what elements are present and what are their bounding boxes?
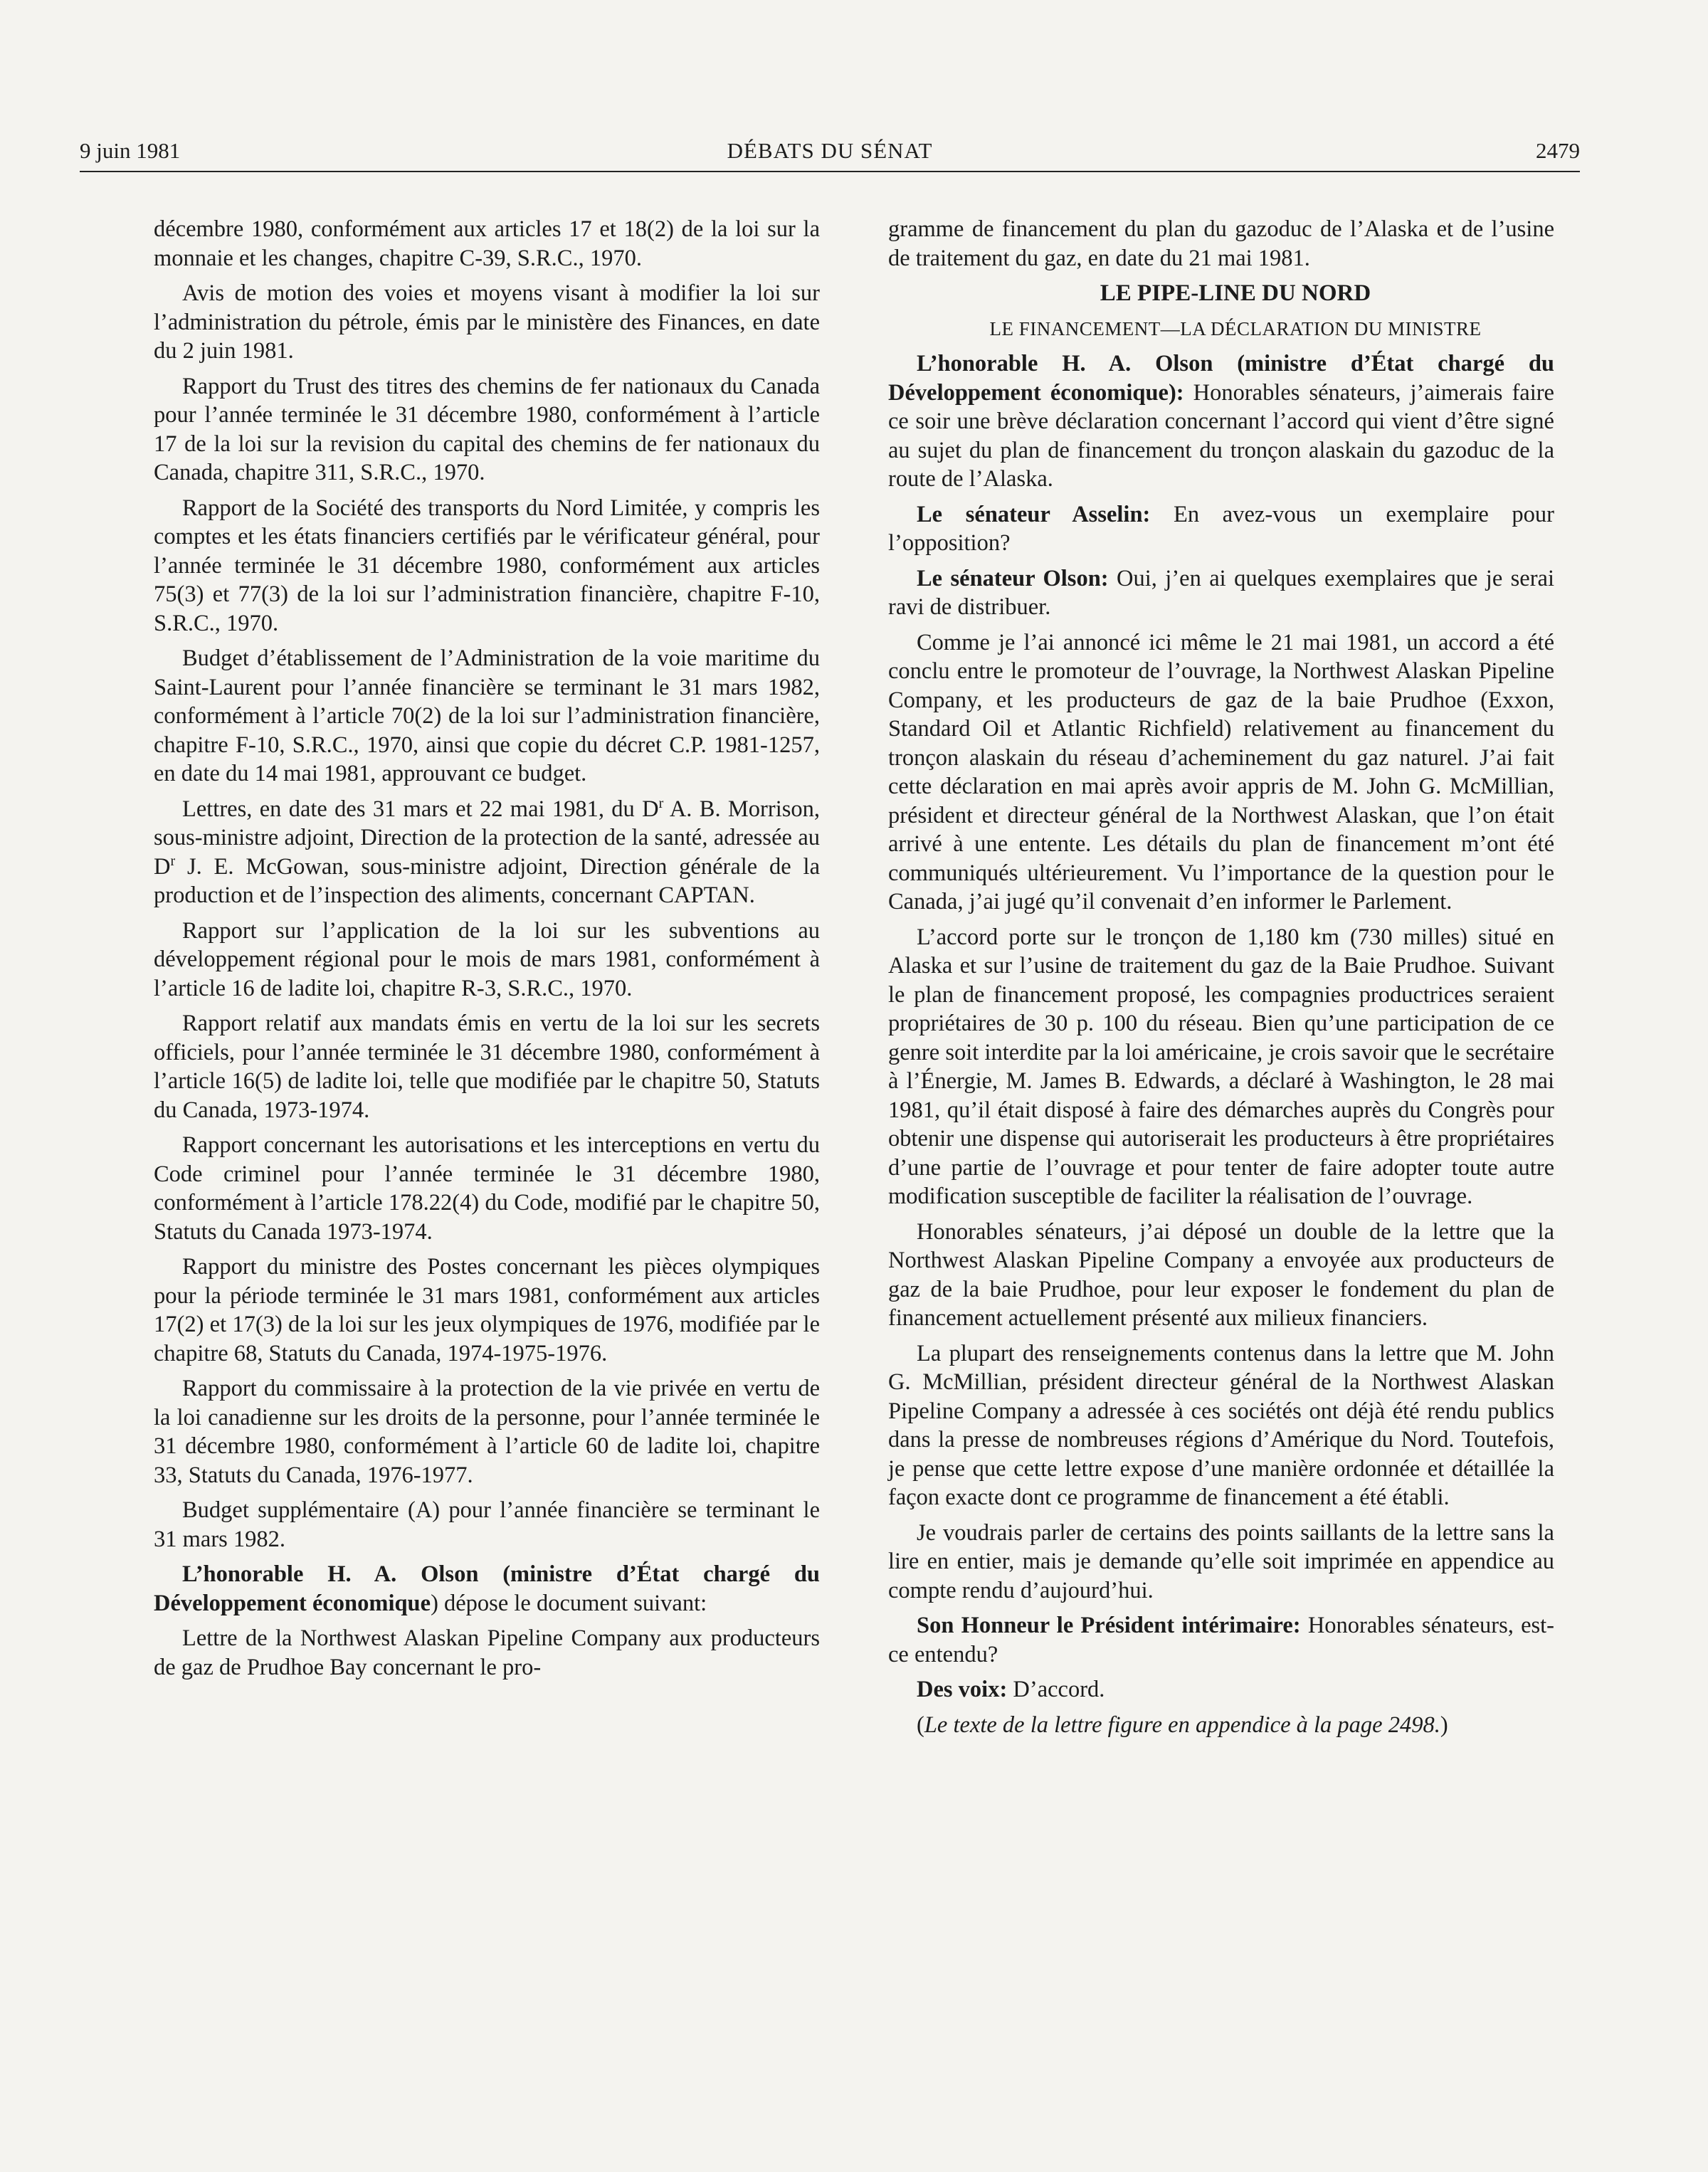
speaker-name: Le sénateur Asselin: bbox=[917, 501, 1151, 527]
text-span: ) dépose le document suivant: bbox=[431, 1590, 707, 1616]
paragraph bbox=[888, 349, 1554, 494]
text-span: D’accord. bbox=[1007, 1677, 1105, 1702]
paragraph: Rapport de la Société des transports du Nord Limitée, y compris les comptes et les états financiers certifiés par le vérificateur général, pour l’année terminée le 31 décembre 1980, conformément aux articles 75(3) et 77(3) de la loi sur l’administration financière, chapitre F-10, S.R.C., 1970. bbox=[154, 495, 820, 636]
paragraph: Rapport concernant les autorisations et les interceptions en vertu du Code criminel pour l’année terminée le 31 décembre 1980, conformément à l’article 178.22(4) du Code, modifié par le chapitre 50, Statuts du Canada 1973-1974. bbox=[154, 1132, 820, 1245]
header-page-number: 2479 bbox=[1536, 138, 1580, 163]
paragraph: Rapport du ministre des Postes concernant les pièces olympiques pour la période terminée le 31 mars 1981, conformément aux articles 17(2) et 17(3) de la loi sur les jeux olympiques de 1976, modifiée par le chapitre 68, Statuts du Canada, 1974-1975-1976. bbox=[154, 1254, 820, 1366]
page-header bbox=[80, 137, 1580, 172]
paragraph: L’accord porte sur le tronçon de 1,180 km (730 milles) situé en Alaska et sur l’usine de traitement du gaz de la Baie Prudhoe. Suivant le plan de financement proposé, les compagnies productrices seraient propriétaires de 30 p. 100 du réseau. Bien qu’une participation de ce genre soit interdite par la loi américaine, je crois savoir que le secrétaire à l’Énergie, M. James B. Edwards, a déclaré à Washington, le 28 mai 1981, qu’il était disposé à faire des démarches auprès du Congrès pour obtenir une dispense qui autoriserait les producteurs à être propriétaires d’une partie de l’ouvrage et pour tenter de faire adopter toute autre modification susceptible de faciliter la réalisation de l’ouvrage. bbox=[888, 924, 1554, 1209]
section-subtitle: LE FINANCEMENT—LA DÉCLARATION DU MINISTRE bbox=[989, 317, 1482, 339]
paragraph: gramme de financement du plan du gazoduc de l’Alaska et de l’usine de traitement du gaz, en date du 21 mai 1981. bbox=[888, 216, 1554, 271]
paragraph: décembre 1980, conformément aux articles 17 et 18(2) de la loi sur la monnaie et les changes, chapitre C-39, S.R.C., 1970. bbox=[154, 216, 820, 271]
right-column bbox=[888, 215, 1554, 1746]
superscript: r bbox=[170, 853, 176, 869]
text-span: Oui, j’en ai quelques exemplaires que je serai ravi de distribuer. bbox=[888, 565, 1555, 620]
paragraph: Rapport sur l’application de la loi sur les subventions au développement régional pour le mois de mars 1981, conformément à l’article 16 de ladite loi, chapitre R-3, S.R.C., 1970. bbox=[154, 917, 820, 1001]
speaker-name: L’honorable H. A. Olson (ministre d’État chargé du Développement économique bbox=[154, 1561, 820, 1616]
paragraph bbox=[888, 1711, 1554, 1740]
paragraph: Honorables sénateurs, j’ai déposé un double de la lettre que la Northwest Alaskan Pipeline Company a envoyée aux producteurs de gaz de la baie Prudhoe, pour leur exposer le fondement du plan de financement actuellement présenté aux milieux financiers. bbox=[888, 1218, 1554, 1331]
superscript: r bbox=[658, 795, 664, 811]
text-span: ( bbox=[917, 1712, 924, 1738]
section-title: LE PIPE-LINE DU NORD bbox=[1100, 280, 1371, 306]
header-title: DÉBATS DU SÉNAT bbox=[727, 138, 933, 163]
text-span: ) bbox=[1440, 1712, 1448, 1738]
speaker-name: Son Honneur le Président intérimaire: bbox=[917, 1613, 1301, 1638]
text-span: Honorables sénateurs, j’aimerais faire ce soir une brève déclaration concernant l’accord qui vient d’être signé au sujet du plan de financement du tronçon alaskain du gazoduc de la route de l’Alaska. bbox=[888, 379, 1554, 492]
paragraph: Comme je l’ai annoncé ici même le 21 mai 1981, un accord a été conclu entre le promoteur de l’ouvrage, la Northwest Alaskan Pipeline Company, et les producteurs de gaz de la baie Prudhoe (Exxon, Standard Oil et Atlantic Richfield) relativement au financement du tronçon alaskain du réseau d’acheminement du gaz naturel. J’ai fait cette déclaration en mai après avoir appris de M. John G. McMillian, président et directeur général de la Northwest Alaskan, que l’on était arrivé à une entente. Les détails du plan de financement m’ont été communiqués ultérieurement. Vu l’importance de la question pour le Canada, j’ai jugé qu’il convenait d’en informer le Parlement. bbox=[888, 629, 1554, 914]
paragraph bbox=[154, 1560, 820, 1618]
paragraph: Rapport du commissaire à la protection de la vie privée en vertu de la loi canadienne sur les droits de la personne, pour l’année terminée le 31 décembre 1980, conformément à l’article 60 de ladite loi, chapitre 33, Statuts du Canada, 1976-1977. bbox=[154, 1376, 820, 1488]
text-span: A. B. Morrison, sous-ministre adjoint, Direction de la protection de la santé, adressée au D bbox=[154, 796, 820, 880]
paragraph: Rapport du Trust des titres des chemins de fer nationaux du Canada pour l’année terminée le 31 décembre 1980, conformément à l’article 17 de la loi sur la revision du capital des chemins de fer nationaux du Canada, chapitre 311, S.R.C., 1970. bbox=[154, 373, 820, 485]
speaker-name: L’honorable H. A. Olson (ministre d’État chargé du Développement économique): bbox=[888, 351, 1554, 406]
paragraph bbox=[888, 1675, 1554, 1704]
paragraph bbox=[888, 1611, 1554, 1669]
left-column bbox=[154, 215, 820, 1688]
paragraph: La plupart des renseignements contenus dans la lettre que M. John G. McMillian, président directeur général de la Northwest Alaskan Pipeline Company a adressée à ces sociétés ont déjà été rendu publics dans la presse de nombreuses régions d’Amérique du Nord. Toutefois, je pense que cette lettre expose d’une manière ordonnée et détaillée la façon exacte dont ce programme de financement a été établi. bbox=[888, 1340, 1554, 1510]
paragraph: Rapport relatif aux mandats émis en vertu de la loi sur les secrets officiels, pour l’année terminée le 31 décembre 1980, conformément à l’article 16(5) de ladite loi, telle que modifiée par le chapitre 50, Statuts du Canada, 1973-1974. bbox=[154, 1011, 820, 1123]
text-span: Lettres, en date des 31 mars et 22 mai 1981, du D bbox=[182, 796, 659, 822]
paragraph bbox=[888, 500, 1554, 558]
text-span: Honorables sénateurs, est-ce entendu? bbox=[888, 1613, 1554, 1667]
speaker-name: Le sénateur Olson: bbox=[917, 565, 1109, 591]
paragraph: Je voudrais parler de certains des points saillants de la lettre sans la lire en entier, mais je demande qu’elle soit imprimée en appendice au compte rendu d’aujourd’hui. bbox=[888, 1519, 1554, 1603]
paragraph bbox=[888, 564, 1554, 622]
text-span: En avez-vous un exemplaire pour l’opposition? bbox=[888, 501, 1554, 556]
paragraph: Avis de motion des voies et moyens visant à modifier la loi sur l’administration du pétrole, émis par le ministère des Finances, en date du 2 juin 1981. bbox=[154, 280, 820, 364]
header-date: 9 juin 1981 bbox=[80, 138, 181, 163]
paragraph: Lettre de la Northwest Alaskan Pipeline Company aux producteurs de gaz de Prudhoe Bay concernant le pro- bbox=[154, 1625, 820, 1680]
paragraph bbox=[154, 795, 820, 910]
text-span: J. E. McGowan, sous-ministre adjoint, Direction générale de la production et de l’inspection des aliments, concernant CAPTAN. bbox=[154, 853, 820, 908]
italic-note: Le texte de la lettre figure en appendice à la page 2498. bbox=[924, 1712, 1440, 1738]
paragraph: Budget supplémentaire (A) pour l’année financière se terminant le 31 mars 1982. bbox=[154, 1497, 820, 1552]
paragraph: Budget d’établissement de l’Administration de la voie maritime du Saint-Laurent pour l’année financière se terminant le 31 mars 1982, conformément à l’article 70(2) de la loi sur l’administration financière, chapitre F-10, S.R.C., 1970, ainsi que copie du décret C.P. 1981-1257, en date du 14 mai 1981, approuvant ce budget. bbox=[154, 645, 820, 786]
speaker-name: Des voix: bbox=[917, 1677, 1008, 1702]
